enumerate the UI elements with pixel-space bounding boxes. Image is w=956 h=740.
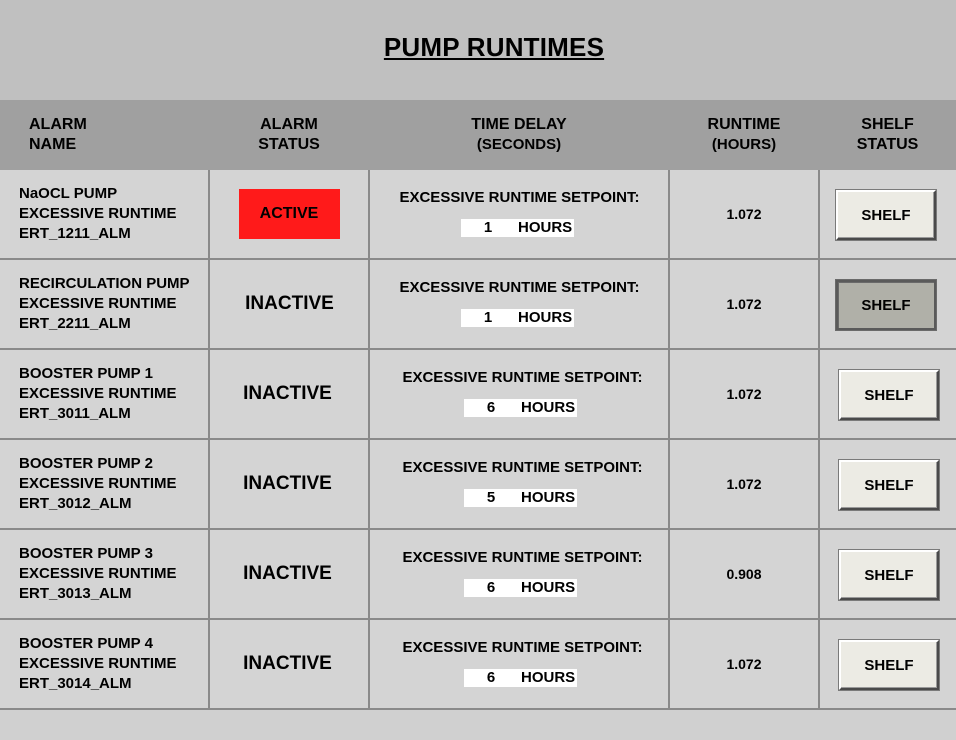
alarm-status-cell [208, 440, 367, 528]
setpoint-label: EXCESSIVE RUNTIME SETPOINT: [399, 279, 640, 296]
header-alarm-status-line1: ALARM [260, 116, 318, 133]
shelf-status-cell [820, 350, 956, 438]
alarm-tag: ERT_2211_ALM [19, 315, 131, 332]
setpoint-unit: HOURS [518, 219, 573, 236]
setpoint-label: EXCESSIVE RUNTIME SETPOINT: [402, 639, 643, 656]
time-delay-cell [370, 350, 669, 438]
alarm-status-text: INACTIVE [243, 473, 332, 494]
alarm-status-text: INACTIVE [243, 653, 332, 674]
header-alarm-name-line2: NAME [29, 136, 77, 153]
setpoint-value[interactable]: 5 [486, 489, 496, 506]
runtime-value: 1.072 [726, 476, 762, 492]
time-delay-cell [370, 530, 669, 618]
table-row [0, 260, 956, 350]
setpoint-value[interactable]: 6 [486, 579, 496, 596]
shelf-button[interactable]: SHELF [836, 190, 936, 240]
alarm-name-line1: BOOSTER PUMP 2 [19, 455, 153, 472]
header-time-delay-line2: (SECONDS) [476, 136, 562, 153]
header-alarm-name [29, 100, 189, 170]
table-row [0, 440, 956, 530]
setpoint-input[interactable] [464, 489, 577, 507]
shelf-button[interactable]: SHELF [839, 640, 939, 690]
alarm-status-cell [210, 260, 369, 348]
runtime-value: 1.072 [726, 656, 762, 672]
alarm-status-cell [208, 530, 367, 618]
column-divider [368, 170, 370, 710]
table-header [0, 100, 956, 170]
shelf-status-cell [820, 170, 956, 258]
setpoint-unit: HOURS [521, 399, 576, 416]
table-row [0, 350, 956, 440]
alarm-name-line2: EXCESSIVE RUNTIME [19, 565, 177, 582]
time-delay-cell [370, 440, 669, 528]
header-alarm-name-line1: ALARM [29, 116, 87, 133]
alarm-name-line1: BOOSTER PUMP 3 [19, 545, 153, 562]
runtime-cell [670, 350, 818, 438]
shelf-button[interactable]: SHELF [839, 460, 939, 510]
alarm-status-active-badge: ACTIVE [239, 189, 340, 239]
header-shelf-status [819, 100, 956, 170]
alarm-name-cell [19, 170, 204, 258]
alarm-table [0, 170, 956, 710]
alarm-status-cell [208, 620, 367, 708]
runtime-cell [670, 530, 818, 618]
setpoint-label: EXCESSIVE RUNTIME SETPOINT: [402, 459, 643, 476]
setpoint-unit: HOURS [521, 669, 576, 686]
setpoint-label: EXCESSIVE RUNTIME SETPOINT: [402, 369, 643, 386]
header-alarm-status-line2: STATUS [258, 136, 320, 153]
setpoint-input[interactable] [464, 399, 577, 417]
runtime-value: 1.072 [726, 206, 762, 222]
setpoint-input[interactable] [464, 669, 577, 687]
alarm-name-line1: BOOSTER PUMP 4 [19, 635, 153, 652]
alarm-name-line1: NaOCL PUMP [19, 185, 118, 202]
alarm-name-cell [19, 530, 204, 618]
alarm-name-cell [19, 620, 204, 708]
header-runtime [669, 100, 819, 170]
shelf-status-cell [820, 440, 956, 528]
setpoint-value[interactable]: 1 [483, 309, 493, 326]
alarm-status-cell [208, 350, 367, 438]
alarm-tag: ERT_3013_ALM [19, 585, 132, 602]
alarm-name-line1: RECIRCULATION PUMP [19, 275, 190, 292]
alarm-name-line1: BOOSTER PUMP 1 [19, 365, 153, 382]
alarm-status-text: INACTIVE [243, 563, 332, 584]
header-runtime-line2: (HOURS) [711, 136, 777, 153]
header-runtime-line1: RUNTIME [707, 116, 781, 133]
runtime-value: 1.072 [726, 296, 762, 312]
shelf-button[interactable]: SHELF [839, 370, 939, 420]
runtime-value: 1.072 [726, 386, 762, 402]
column-divider [208, 170, 210, 710]
shelf-button[interactable]: SHELF [839, 550, 939, 600]
footer-bar [0, 710, 956, 740]
table-row [0, 530, 956, 620]
alarm-tag: ERT_3011_ALM [19, 405, 131, 422]
runtime-cell [670, 440, 818, 528]
alarm-name-cell [19, 440, 204, 528]
time-delay-cell [370, 620, 669, 708]
setpoint-input[interactable] [461, 219, 574, 237]
setpoint-value[interactable]: 6 [486, 669, 496, 686]
alarm-name-cell [19, 260, 204, 348]
alarm-name-line2: EXCESSIVE RUNTIME [19, 655, 177, 672]
setpoint-unit: HOURS [521, 579, 576, 596]
setpoint-label: EXCESSIVE RUNTIME SETPOINT: [402, 549, 643, 566]
alarm-tag: ERT_1211_ALM [19, 225, 131, 242]
runtime-value: 0.908 [726, 566, 762, 582]
alarm-status-cell [210, 170, 369, 258]
header-time-delay [369, 100, 669, 170]
setpoint-input[interactable] [464, 579, 577, 597]
column-divider [668, 170, 670, 710]
header-alarm-status [209, 100, 369, 170]
setpoint-unit: HOURS [518, 309, 573, 326]
alarm-name-line2: EXCESSIVE RUNTIME [19, 385, 177, 402]
alarm-name-line2: EXCESSIVE RUNTIME [19, 475, 177, 492]
alarm-name-line2: EXCESSIVE RUNTIME [19, 205, 177, 222]
header-shelf-status-line1: SHELF [861, 116, 914, 133]
alarm-name-cell [19, 350, 204, 438]
header-time-delay-line1: TIME DELAY [471, 116, 567, 133]
alarm-status-text: INACTIVE [245, 293, 334, 314]
runtime-cell [670, 260, 818, 348]
header-shelf-status-line2: STATUS [856, 136, 919, 153]
setpoint-value[interactable]: 6 [486, 399, 496, 416]
runtime-cell [670, 170, 818, 258]
setpoint-label: EXCESSIVE RUNTIME SETPOINT: [399, 189, 640, 206]
table-row [0, 170, 956, 260]
shelf-button[interactable]: SHELF [836, 280, 936, 330]
setpoint-input[interactable] [461, 309, 574, 327]
column-divider [818, 170, 820, 710]
shelf-status-cell [820, 530, 956, 618]
alarm-tag: ERT_3014_ALM [19, 675, 132, 692]
setpoint-unit: HOURS [521, 489, 576, 506]
page-title: PUMP RUNTIMES [383, 32, 605, 62]
alarm-tag: ERT_3012_ALM [19, 495, 132, 512]
time-delay-cell [370, 260, 669, 348]
setpoint-value[interactable]: 1 [483, 219, 493, 236]
table-row [0, 620, 956, 710]
shelf-status-cell [820, 620, 956, 708]
time-delay-cell [370, 170, 669, 258]
shelf-status-cell [820, 260, 956, 348]
title-bar [0, 0, 956, 100]
alarm-status-text: INACTIVE [243, 383, 332, 404]
runtime-cell [670, 620, 818, 708]
alarm-name-line2: EXCESSIVE RUNTIME [19, 295, 177, 312]
